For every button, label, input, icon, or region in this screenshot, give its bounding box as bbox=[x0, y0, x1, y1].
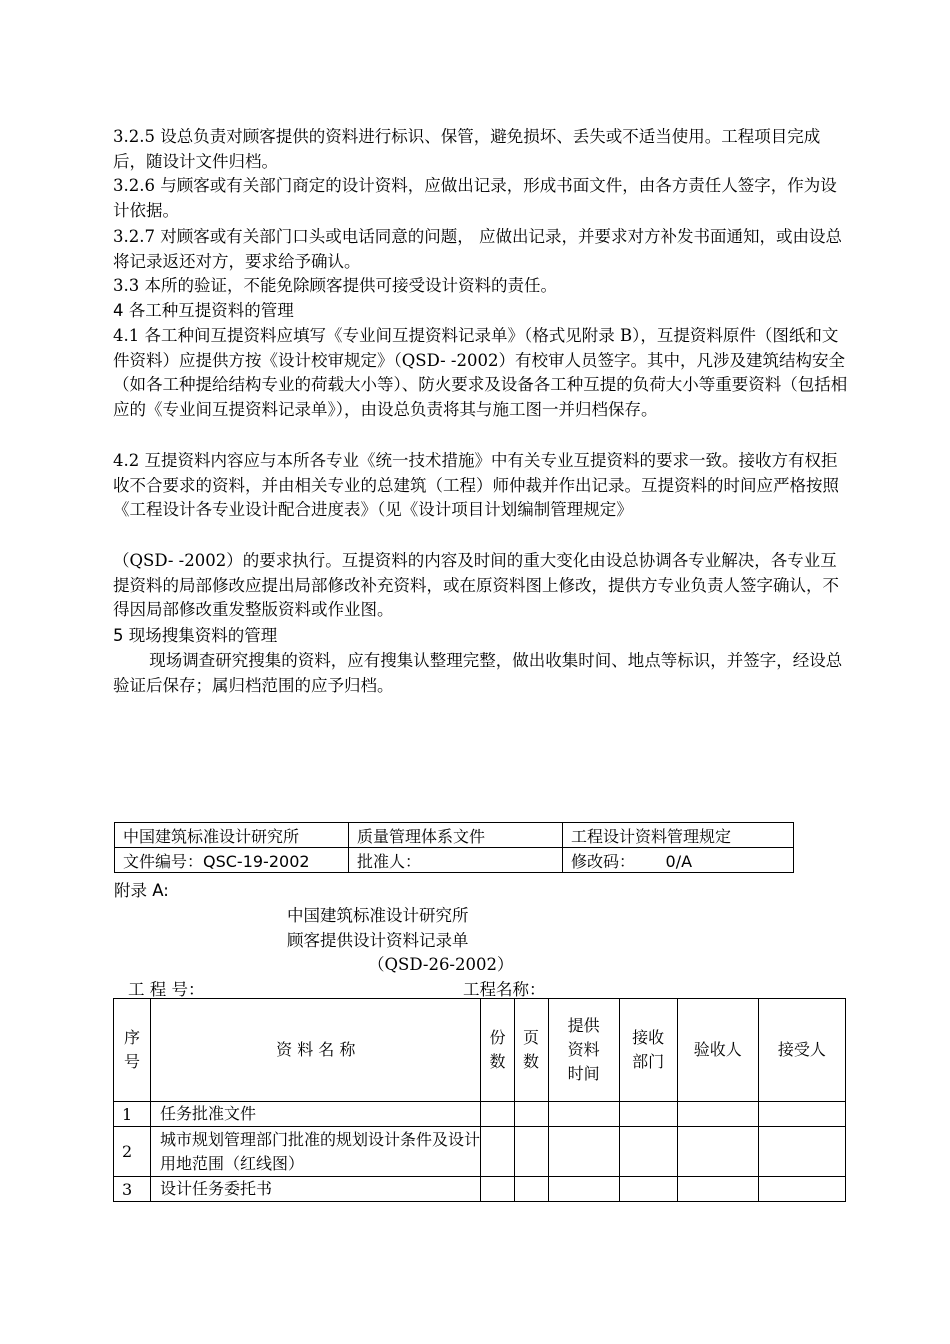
row-copies bbox=[481, 1102, 514, 1127]
row-name: 城市规划管理部门批准的规划设计条件及设计用地范围（红线图） bbox=[151, 1127, 481, 1177]
header-inspector: 验收人 bbox=[677, 999, 758, 1102]
row-receiving-dept bbox=[619, 1177, 677, 1202]
paragraph-3-2-6: 3.2.6 与顾客或有关部门商定的设计资料，应做出记录，形成书面文件，由各方责任人签字，作为设计依据。 bbox=[113, 176, 837, 220]
row-name: 任务批准文件 bbox=[151, 1102, 481, 1127]
paragraph-5: 现场调查研究搜集的资料，应有搜集认整理完整，做出收集时间、地点等标识，并签字，经设总验证后保存；属归档范围的应予归档。 bbox=[113, 651, 843, 695]
row-pages bbox=[514, 1177, 548, 1202]
appendix-label: 附录 A: bbox=[114, 881, 169, 900]
header-receiving-dept: 接收部门 bbox=[619, 999, 677, 1102]
table-header-row bbox=[114, 999, 846, 1102]
project-name-label: 工程名称： bbox=[463, 980, 546, 999]
header-receiver: 接受人 bbox=[758, 999, 845, 1102]
file-number-cell: 文件编号：QSC-19-2002 bbox=[115, 848, 349, 873]
paragraph-3-3: 3.3 本所的验证，不能免除顾客提供可接受设计资料的责任。 bbox=[113, 276, 557, 295]
row-receiver bbox=[758, 1127, 845, 1177]
row-inspector bbox=[677, 1177, 758, 1202]
table-row bbox=[114, 1127, 846, 1177]
row-copies bbox=[481, 1177, 514, 1202]
header-seq: 序号 bbox=[114, 999, 151, 1102]
row-receiver bbox=[758, 1177, 845, 1202]
table-row bbox=[114, 1177, 846, 1202]
project-number-label: 工 程 号： bbox=[128, 980, 205, 999]
revision-cell: 修改码： 0/A bbox=[563, 848, 794, 873]
row-provide-time bbox=[548, 1102, 619, 1127]
row-provide-time bbox=[548, 1177, 619, 1202]
approver-cell: 批准人： bbox=[349, 848, 563, 873]
paragraph-3-2-7: 3.2.7 对顾客或有关部门口头或电话同意的问题， 应做出记录，并要求对方补发书面通知，或由设总将记录返还对方，要求给予确认。 bbox=[113, 227, 842, 271]
header-provide-time: 提供资料时间 bbox=[548, 999, 619, 1102]
form-org: 中国建筑标准设计研究所 bbox=[287, 906, 469, 925]
header-copies: 份数 bbox=[481, 999, 514, 1102]
paragraph-4-2-continued: （QSD- -2002）的要求执行。互提资料的内容及时间的重大变化由设总协调各专业解决，各专业互提资料的局部修改应提出局部修改补充资料，或在原资料图上修改，提供方专业负责人签字确认，不得因局部修改重发整版资料或作业图。 bbox=[113, 551, 839, 619]
org-cell: 中国建筑标准设计研究所 bbox=[115, 823, 349, 848]
form-code: （QSD-26-2002） bbox=[368, 955, 514, 974]
table-row bbox=[114, 1102, 846, 1127]
row-provide-time bbox=[548, 1127, 619, 1177]
row-inspector bbox=[677, 1102, 758, 1127]
header-name: 资 料 名 称 bbox=[151, 999, 481, 1102]
record-table bbox=[113, 998, 846, 1202]
row-seq: 2 bbox=[114, 1127, 151, 1177]
row-receiving-dept bbox=[619, 1102, 677, 1127]
paragraph-3-2-5: 3.2.5 设总负责对顾客提供的资料进行标识、保管，避免损坏、丢失或不适当使用。工程项目完成后，随设计文件归档。 bbox=[113, 127, 821, 171]
header-pages: 页数 bbox=[514, 999, 548, 1102]
system-cell: 质量管理体系文件 bbox=[349, 823, 563, 848]
row-receiver bbox=[758, 1102, 845, 1127]
document-header-table bbox=[114, 822, 794, 873]
row-inspector bbox=[677, 1127, 758, 1177]
row-pages bbox=[514, 1102, 548, 1127]
row-copies bbox=[481, 1127, 514, 1177]
row-seq: 3 bbox=[114, 1177, 151, 1202]
section-4-heading: 4 各工种互提资料的管理 bbox=[113, 301, 294, 320]
paragraph-4-2: 4.2 互提资料内容应与本所各专业《统一技术措施》中有关专业互提资料的要求一致。接收方有权拒收不合要求的资料，并由相关专业的总建筑（工程）师仲裁并作出记录。互提资料的时间应严格按照《工程设计各专业设计配合进度表》（见《设计项目计划编制管理规定》 bbox=[113, 451, 839, 519]
paragraph-4-1: 4.1 各工种间互提资料应填写《专业间互提资料记录单》（格式见附录 B），互提资料原件（图纸和文件资料）应提供方按《设计校审规定》（QSD- -2002）有校审人员签字。其中，凡涉及建筑结构安全（如各工种提给结构专业的荷载大小等）、防火要求及设备各工种互提的负荷大小等重要资料（包括相应的《专业间互提资料记录单》），由设总负责将其与施工图一并归档保存。 bbox=[113, 326, 848, 419]
form-title: 顾客提供设计资料记录单 bbox=[287, 931, 469, 950]
row-receiving-dept bbox=[619, 1127, 677, 1177]
row-pages bbox=[514, 1127, 548, 1177]
row-seq: 1 bbox=[114, 1102, 151, 1127]
section-5-heading: 5 现场搜集资料的管理 bbox=[113, 626, 278, 645]
doc-title-cell: 工程设计资料管理规定 bbox=[563, 823, 794, 848]
row-name: 设计任务委托书 bbox=[151, 1177, 481, 1202]
